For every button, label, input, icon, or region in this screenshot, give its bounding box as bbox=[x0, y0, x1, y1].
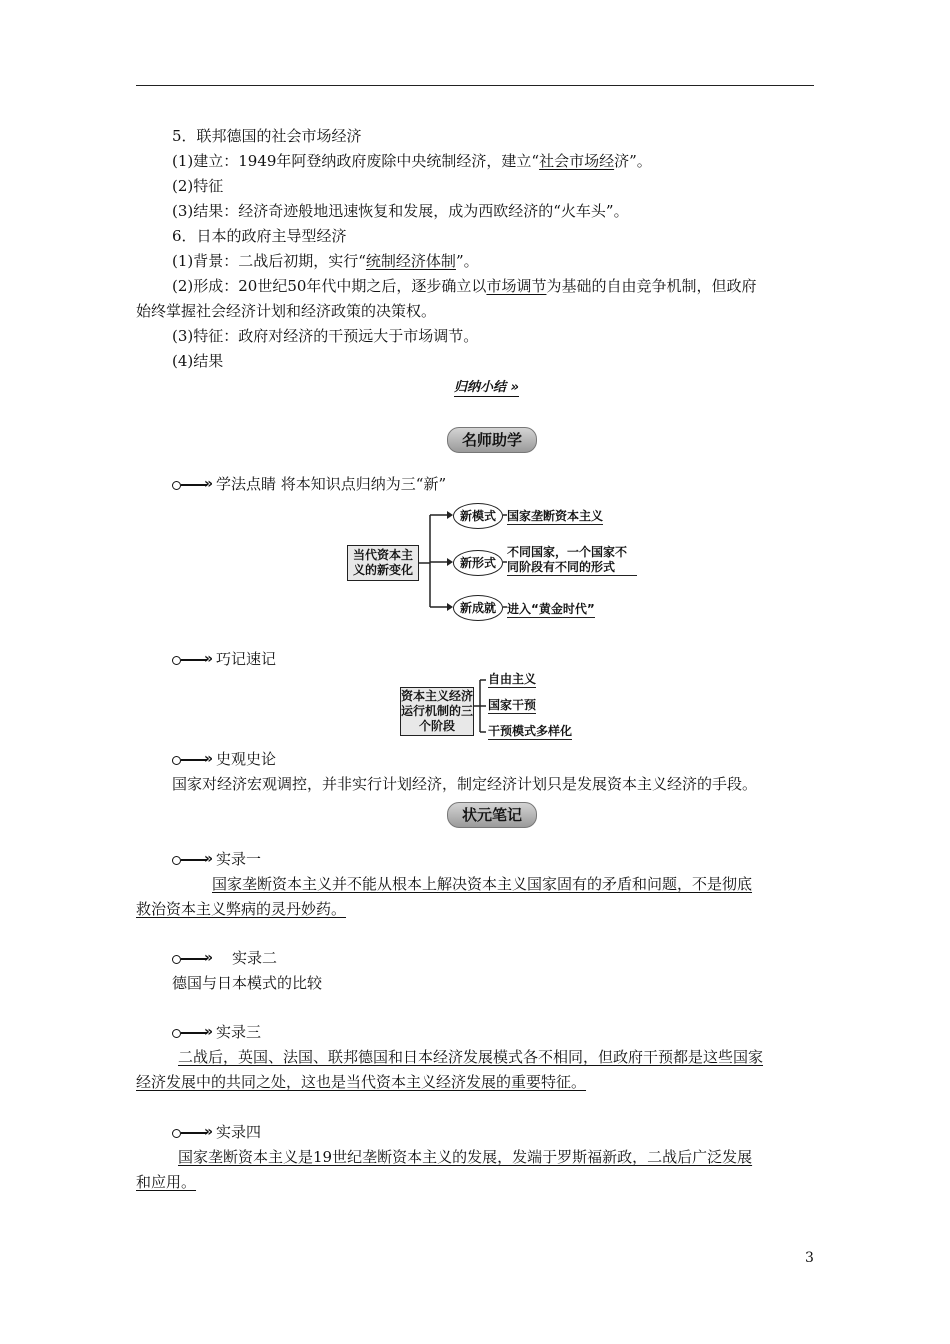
record1-text-l2: 救治资本主义弊病的灵丹妙药。 bbox=[136, 900, 347, 918]
bullet-arrow-icon: » bbox=[172, 953, 216, 965]
section6-p2: (2)形成：20世纪50年代中期之后，逐步确立以市场调节为基础的自由竞争机制，但政府 bbox=[172, 277, 757, 295]
node-new-form: 新形式 bbox=[453, 550, 503, 576]
bullet-arrow-icon: » bbox=[172, 754, 216, 766]
record2-text: 德国与日本模式的比较 bbox=[172, 974, 323, 992]
underlined-term: 市场调节 bbox=[486, 277, 547, 295]
section5-title: 5．联邦德国的社会市场经济 bbox=[172, 127, 362, 145]
summary-label: 归纳小结 » bbox=[454, 376, 519, 397]
bullet-arrow-icon: » bbox=[172, 1127, 216, 1139]
underlined-term: 统制经济体制 bbox=[365, 252, 456, 270]
underlined-term: 社会市场经 bbox=[539, 152, 615, 170]
section6-p2-cont: 始终掌握社会经济计划和经济政策的决策权。 bbox=[136, 302, 437, 320]
section6-title: 6．日本的政府主导型经济 bbox=[172, 227, 347, 245]
pill-zhuangyuan: 状元笔记 bbox=[447, 802, 537, 828]
shiguan-text: 国家对经济宏观调控，并非实行计划经济，制定经济计划只是发展资本主义经济的手段。 bbox=[172, 775, 758, 793]
branch-text-form: 不同国家，一个国家不同阶段有不同的形式 bbox=[507, 545, 637, 576]
node-new-model: 新模式 bbox=[453, 503, 503, 529]
section5-p3: (3)结果：经济奇迹般地迅速恢复和发展，成为西欧经济的“火车头”。 bbox=[172, 202, 629, 220]
branch-text-model: 国家垄断资本主义 bbox=[507, 509, 604, 523]
diagram2-root: 资本主义经济运行机制的三个阶段 bbox=[400, 687, 474, 736]
section5-p2: (2)特征 bbox=[172, 177, 224, 195]
bullet-arrow-icon: » bbox=[172, 1027, 216, 1039]
record3-text-l1: 二战后，英国、法国、联邦德国和日本经济发展模式各不相同，但政府干预都是这些国家 bbox=[178, 1048, 764, 1066]
record1-text-l1: 国家垄断资本主义并不能从根本上解决资本主义国家固有的矛盾和问题，不是彻底 bbox=[212, 875, 753, 893]
stage-item: 自由主义 bbox=[488, 672, 537, 686]
branch-text-achievement: 进入“黄金时代” bbox=[507, 602, 595, 616]
section6-p1: (1)背景：二战后初期，实行“统制经济体制”。 bbox=[172, 252, 479, 270]
record4-heading: » 实录四 bbox=[172, 1120, 261, 1145]
record4-text-l1: 国家垄断资本主义是19世纪垄断资本主义的发展，发端于罗斯福新政，二战后广泛发展 bbox=[178, 1148, 753, 1166]
section6-p3: (3)特征：政府对经济的干预远大于市场调节。 bbox=[172, 327, 479, 345]
pill-mingshi: 名师助学 bbox=[447, 427, 537, 453]
bullet-arrow-icon: » bbox=[172, 479, 216, 491]
xuefa-heading: » 学法点睛 将本知识点归纳为三“新” bbox=[172, 472, 446, 497]
page-number: 3 bbox=[805, 1250, 814, 1266]
record4-text-l2: 和应用。 bbox=[136, 1173, 197, 1191]
stage-item: 国家干预 bbox=[488, 698, 537, 712]
section6-p4: (4)结果 bbox=[172, 352, 224, 370]
stage-item: 干预模式多样化 bbox=[488, 724, 573, 738]
bullet-arrow-icon: » bbox=[172, 854, 216, 866]
node-new-achievement: 新成就 bbox=[453, 595, 503, 621]
section5-p1: (1)建立：1949年阿登纳政府废除中央统制经济，建立“社会市场经济”。 bbox=[172, 152, 652, 170]
bullet-arrow-icon: » bbox=[172, 654, 216, 666]
record1-heading: » 实录一 bbox=[172, 847, 261, 872]
shiguan-heading: » 史观史论 bbox=[172, 747, 276, 772]
qiaoji-heading: » 巧记速记 bbox=[172, 647, 276, 672]
record3-heading: » 实录三 bbox=[172, 1020, 261, 1045]
record3-text-l2: 经济发展中的共同之处，这也是当代资本主义经济发展的重要特征。 bbox=[136, 1073, 587, 1091]
record2-heading: » 实录二 bbox=[172, 946, 277, 971]
diagram1-root: 当代资本主义的新变化 bbox=[347, 545, 419, 581]
